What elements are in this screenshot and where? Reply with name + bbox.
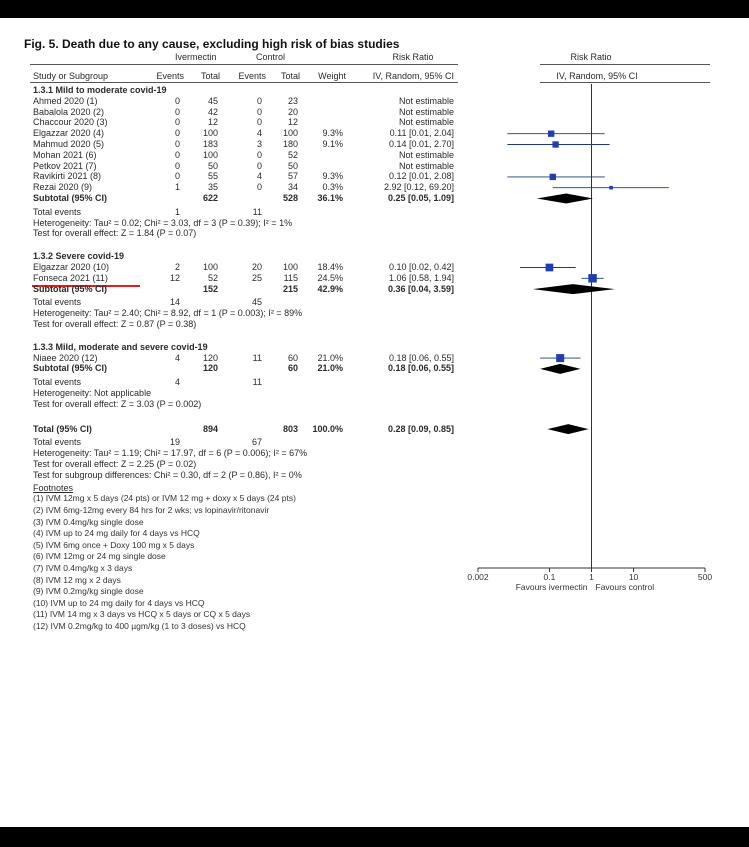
- ivm-events: 19: [169, 437, 180, 448]
- risk-ratio-ci: Not estimable: [398, 149, 454, 160]
- overall-effect: Test for overall effect: Z = 1.84 (P = 0.07): [33, 228, 197, 239]
- ivm-events: 1: [174, 182, 180, 193]
- control-events: 11: [252, 352, 262, 363]
- ivm-total: 50: [207, 160, 218, 171]
- control-total: 20: [287, 106, 298, 117]
- subgroup-title: 1.3.3 Mild, moderate and severe covid-19: [33, 341, 208, 352]
- footnote: (10) IVM up to 24 mg daily for 4 days vs HCQ: [33, 597, 205, 608]
- x-tick-label: 10: [628, 572, 639, 582]
- control-total: 215: [282, 283, 298, 294]
- pooled-diamond: [548, 424, 589, 434]
- control-events: 0: [256, 106, 262, 117]
- subgroup-differences: Test for subgroup differences: Chi² = 0.30, df = 2 (P = 0.86), I² = 0%: [33, 469, 302, 480]
- footnote: (7) IVM 0.4mg/kg x 3 days: [33, 563, 133, 573]
- footnote: (12) IVM 0.2mg/kg to 400 µgm/kg (1 to 3 doses) vs HCQ: [33, 621, 246, 631]
- heterogeneity: Heterogeneity: Tau² = 0.02; Chi² = 3.03, df = 3 (P = 0.39); I² = 1%: [33, 217, 293, 228]
- study-name: Chaccour 2020 (3): [33, 117, 108, 128]
- control-total: 60: [287, 352, 298, 363]
- ivm-events: 0: [174, 128, 180, 139]
- footnote: (9) IVM 0.2mg/kg single dose: [33, 586, 144, 597]
- header-ivermectin: Ivermectin: [175, 52, 217, 62]
- study-name: Ahmed 2020 (1): [33, 95, 98, 106]
- ivm-total: 622: [202, 193, 218, 203]
- footnote: (6) IVM 12mg or 24 mg single dose: [33, 551, 166, 562]
- study-name: Elgazzar 2020 (10): [33, 262, 110, 272]
- header-total: Total: [200, 71, 220, 81]
- overall-effect: Test for overall effect: Z = 0.87 (P = 0.38): [33, 319, 197, 329]
- risk-ratio-ci: 0.14 [0.01, 2.70]: [388, 139, 454, 149]
- effect-square: [552, 141, 558, 147]
- study-name: Fonseca 2021 (11): [33, 272, 108, 283]
- control-total: 57: [287, 171, 298, 182]
- study-name: Rezai 2020 (9): [33, 182, 93, 193]
- ivm-total: 152: [202, 283, 218, 294]
- favours-control-label: Favours control: [595, 582, 655, 592]
- ivm-events: 12: [169, 272, 180, 283]
- figure-title: Fig. 5. Death due to any cause, excluding high risk of bias studies: [24, 37, 400, 51]
- control-total: 180: [282, 139, 298, 149]
- risk-ratio-ci: 0.25 [0.05, 1.09]: [387, 193, 454, 203]
- control-events: 4: [256, 171, 262, 182]
- control-total: 803: [282, 423, 298, 434]
- weight: 9.3%: [322, 128, 343, 139]
- control-total: 50: [287, 160, 298, 171]
- effect-square: [588, 274, 596, 282]
- pooled-diamond: [533, 284, 615, 294]
- header-study: Study or Subgroup: [33, 71, 109, 81]
- control-events: 0: [256, 117, 262, 128]
- control-events: 4: [256, 128, 262, 139]
- ivm-events: 0: [174, 149, 180, 160]
- ivm-total: 894: [202, 423, 218, 434]
- events-label: Total events: [33, 437, 82, 448]
- control-events: 25: [251, 272, 262, 283]
- study-name: Babalola 2020 (2): [33, 106, 105, 117]
- control-total: 12: [287, 117, 298, 128]
- ivm-events: 0: [174, 139, 180, 149]
- ivm-total: 120: [202, 363, 218, 374]
- risk-ratio-ci: Not estimable: [398, 106, 454, 117]
- pooled-diamond: [537, 194, 593, 204]
- subtotal-label: Subtotal (95% CI): [33, 193, 108, 203]
- footnote: (3) IVM 0.4mg/kg single dose: [33, 516, 144, 527]
- ivm-total: 55: [207, 171, 218, 182]
- favours-ivermectin-label: Favours ivermectin: [515, 582, 588, 592]
- effect-square: [556, 354, 564, 362]
- effect-square: [548, 131, 554, 137]
- events-label: Total events: [33, 206, 82, 217]
- subgroup-title: 1.3.2 Severe covid-19: [33, 251, 125, 262]
- control-total: 100: [282, 262, 298, 272]
- ivm-events: 0: [174, 117, 180, 128]
- study-name: Ravikirti 2021 (8): [33, 171, 102, 182]
- control-total: 23: [287, 95, 298, 106]
- subgroup-title: 1.3.1 Mild to moderate covid-19: [33, 85, 167, 95]
- control-total: 528: [282, 193, 298, 203]
- control-events: 3: [256, 139, 262, 149]
- pooled-diamond: [540, 364, 580, 374]
- footnote: (1) IVM 12mg x 5 days (24 pts) or IVM 12 mg + doxy x 5 days (24 pts): [33, 493, 296, 504]
- effect-square: [609, 186, 613, 190]
- header-method: IV, Random, 95% CI: [372, 71, 454, 81]
- ivm-total: 100: [202, 262, 218, 272]
- weight: 9.1%: [322, 139, 343, 149]
- control-total: 52: [287, 149, 298, 160]
- ivm-events: 14: [169, 297, 180, 308]
- subtotal-label: Subtotal (95% CI): [33, 283, 108, 294]
- heterogeneity: Heterogeneity: Not applicable: [33, 388, 152, 398]
- footnote: (4) IVM up to 24 mg daily for 4 days vs HCQ: [33, 528, 200, 539]
- subtotal-label: Subtotal (95% CI): [33, 363, 108, 374]
- ivm-events: 0: [174, 95, 180, 106]
- risk-ratio-ci: 1.06 [0.58, 1.94]: [388, 272, 454, 283]
- effect-square: [546, 264, 554, 272]
- risk-ratio-ci: Not estimable: [398, 160, 454, 171]
- risk-ratio-ci: 0.10 [0.02, 0.42]: [388, 262, 454, 272]
- risk-ratio-ci: Not estimable: [398, 95, 454, 106]
- weight: 42.9%: [317, 283, 343, 294]
- risk-ratio-ci: 0.12 [0.01, 2.08]: [388, 171, 454, 182]
- risk-ratio-ci: 0.18 [0.06, 0.55]: [388, 352, 454, 363]
- ivm-total: 52: [207, 272, 218, 283]
- x-tick-label: 1: [589, 572, 594, 582]
- header-method-plot: IV, Random, 95% CI: [556, 71, 638, 81]
- control-events: 45: [251, 297, 262, 308]
- control-events: 11: [252, 206, 262, 217]
- ivm-events: 2: [174, 262, 180, 272]
- ivm-total: 183: [202, 139, 218, 149]
- events-label: Total events: [33, 297, 82, 308]
- study-name: Niaee 2020 (12): [33, 352, 98, 363]
- footnote: (8) IVM 12 mg x 2 days: [33, 574, 121, 585]
- overall-effect: Test for overall effect: Z = 3.03 (P = 0.002): [33, 398, 202, 409]
- control-total: 60: [287, 363, 298, 374]
- control-events: 0: [256, 95, 262, 106]
- ivm-events: 0: [174, 160, 180, 171]
- ivm-events: 0: [174, 106, 180, 117]
- weight: 21.0%: [317, 352, 343, 363]
- footnotes-title: Footnotes: [33, 482, 74, 493]
- header-control-events: Events: [238, 71, 266, 81]
- study-name: Mohan 2021 (6): [33, 149, 97, 160]
- control-total: 100: [282, 128, 298, 139]
- header-risk-ratio-plot: Risk Ratio: [570, 52, 612, 62]
- ivm-events: 4: [174, 377, 180, 388]
- header-control: Control: [256, 52, 286, 62]
- x-tick-label: 0.002: [467, 572, 489, 582]
- control-events: 11: [252, 377, 262, 388]
- weight: 9.3%: [322, 171, 343, 182]
- header-control-total: Total: [280, 71, 300, 81]
- ivm-events: 4: [174, 352, 180, 363]
- study-name: Elgazzar 2020 (4): [33, 128, 105, 139]
- control-events: 0: [256, 149, 262, 160]
- weight: 21.0%: [317, 363, 343, 374]
- ivm-total: 120: [202, 352, 218, 363]
- risk-ratio-ci: 0.11 [0.01, 2.04]: [389, 128, 454, 139]
- study-name: Mahmud 2020 (5): [33, 139, 105, 149]
- weight: 0.3%: [322, 182, 343, 193]
- subtotal-label: Total (95% CI): [33, 423, 92, 434]
- weight: 100.0%: [312, 423, 343, 434]
- control-total: 115: [283, 272, 298, 283]
- x-tick-label: 0.1: [543, 572, 556, 582]
- footnote: (2) IVM 6mg-12mg every 84 hrs for 2 wks; vs lopinavir/ritonavir: [33, 505, 270, 515]
- footnote: (11) IVM 14 mg x 3 days vs HCQ x 5 days or CQ x 5 days: [33, 609, 251, 620]
- ivm-events: 0: [174, 171, 180, 182]
- header-risk-ratio: Risk Ratio: [392, 52, 434, 62]
- risk-ratio-ci: 2.92 [0.12, 69.20]: [383, 182, 454, 193]
- ivm-total: 45: [207, 95, 218, 106]
- header-events: Events: [156, 71, 184, 81]
- control-total: 34: [287, 182, 298, 193]
- weight: 24.5%: [317, 272, 343, 283]
- ivm-total: 42: [207, 106, 218, 117]
- control-events: 0: [256, 160, 262, 171]
- ivm-total: 35: [207, 182, 218, 193]
- risk-ratio-ci: 0.28 [0.09, 0.85]: [387, 423, 454, 434]
- ivm-events: 1: [174, 206, 180, 217]
- weight: 36.1%: [317, 193, 343, 203]
- total-overall-effect: Test for overall effect: Z = 2.25 (P = 0.02): [33, 459, 197, 469]
- risk-ratio-ci: 0.36 [0.04, 3.59]: [387, 283, 454, 294]
- study-name: Petkov 2021 (7): [33, 160, 97, 171]
- header-weight: Weight: [318, 71, 346, 81]
- total-heterogeneity: Heterogeneity: Tau² = 1.19; Chi² = 17.97, df = 6 (P = 0.006); I² = 67%: [33, 448, 308, 459]
- heterogeneity: Heterogeneity: Tau² = 2.40; Chi² = 8.92, df = 1 (P = 0.003); I² = 89%: [33, 308, 303, 319]
- ivm-total: 100: [202, 128, 218, 139]
- effect-square: [550, 174, 556, 180]
- control-events: 67: [251, 437, 262, 448]
- x-tick-label: 500: [697, 572, 713, 582]
- control-events: 20: [251, 262, 262, 272]
- footnote: (5) IVM 6mg once + Doxy 100 mg x 5 days: [33, 539, 195, 550]
- risk-ratio-ci: 0.18 [0.06, 0.55]: [387, 363, 454, 374]
- risk-ratio-ci: Not estimable: [398, 117, 454, 128]
- ivm-total: 100: [202, 149, 218, 160]
- ivm-total: 12: [207, 117, 218, 128]
- events-label: Total events: [33, 377, 82, 388]
- weight: 18.4%: [317, 262, 343, 272]
- control-events: 0: [256, 182, 262, 193]
